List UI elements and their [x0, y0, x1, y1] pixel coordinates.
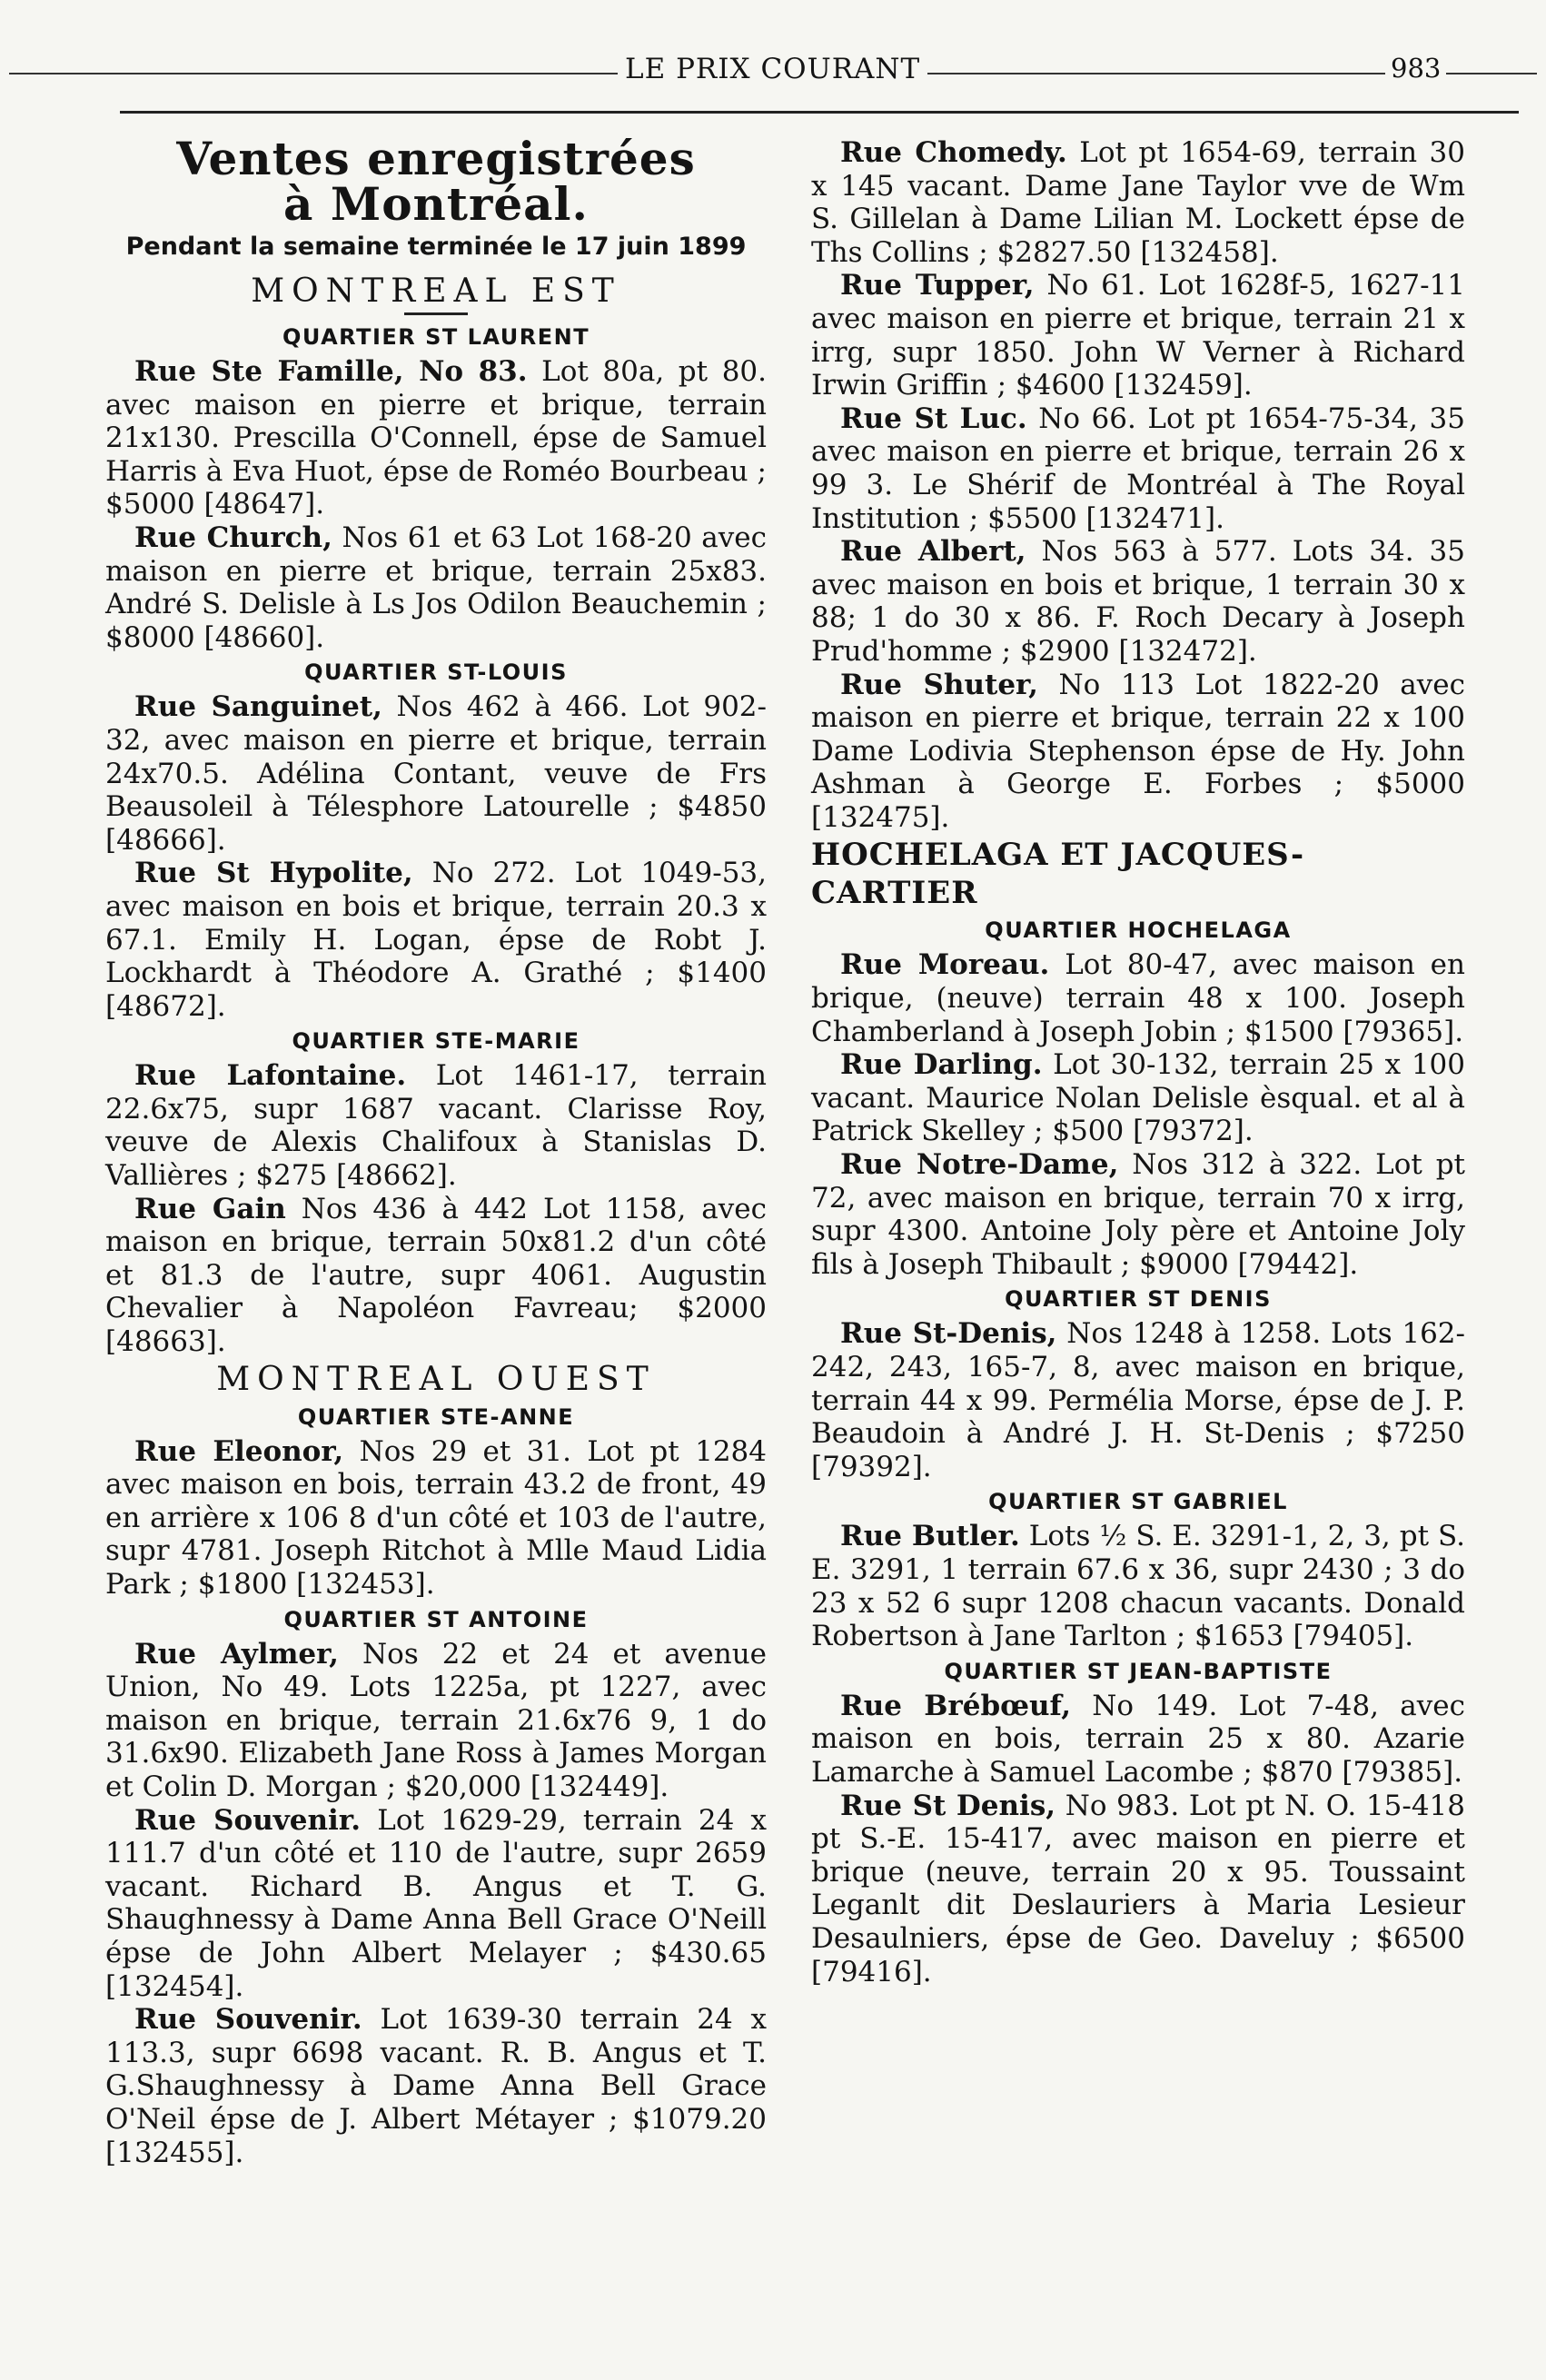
sale-entry	[811, 136, 1465, 269]
entry-text: Nos 436 à 442 Lot 1158, avec maison en brique, terrain 50x81.2 d'un côté et 81.3 de l'autre, supr 4061. Augustin Chevalier à Napoléon Favreau; $2000 [48663].	[105, 1192, 767, 1359]
entry-text: Lot 30-132, terrain 25 x 100 vacant. Maurice Nolan Delisle èsqual. et al à Patrick Skelley ; $500 [79372].	[811, 1048, 1465, 1148]
sale-entry	[811, 669, 1465, 835]
street-name: Rue Church,	[134, 521, 332, 554]
entry-text: Lot 80-47, avec maison en brique, (neuve) terrain 48 x 100. Joseph Chamberland à Joseph Jobin ; $1500 [79365].	[811, 948, 1465, 1048]
street-name: Rue Chomedy.	[840, 136, 1067, 169]
entry-text: Lot 80a, pt 80. avec maison en pierre et brique, terrain 21x130. Prescilla O'Connell, épse de Samuel Harris à Eva Huot, épse de Roméo Bourbeau ; $5000 [48647].	[105, 355, 767, 521]
street-name: Rue Butler.	[840, 1520, 1020, 1553]
entry-text: No 272. Lot 1049-53, avec maison en bois et brique, terrain 20.3 x 67.1. Emily H. Logan, épse de Robt J. Lockhardt à Théodore A. Grathé ; $1400 [48672].	[105, 857, 767, 1023]
street-name: Rue St Hypolite,	[134, 857, 413, 890]
entry-text: Lots ½ S. E. 3291-1, 2, 3, pt S. E. 3291, 1 terrain 67.6 x 36, supr 2430 ; 3 do 23 x 52 6 supr 1208 chacun vacants. Donald Robertson à Jane Tarlton ; $1653 [79405].	[811, 1520, 1465, 1653]
left-column	[105, 132, 768, 2169]
entry-text: Lot 1629-29, terrain 24 x 111.7 d'un côté et 110 de l'autre, supr 2659 vacant. Richard B. Angus et T. G. Shaughnessy à Dame Anna Bell Grace O'Neill épse de John Albert Melayer ; $430.65 [132454].	[105, 1803, 767, 2003]
sale-entry	[811, 269, 1465, 402]
sale-entry	[105, 521, 767, 654]
quarter-heading: QUARTIER ST ANTOINE	[283, 1606, 589, 1632]
sale-entry	[105, 1638, 767, 1804]
article-subtitle: Pendant la semaine terminée le 17 juin 1899	[125, 233, 747, 261]
entry-text: Lot 1461-17, terrain 22.6x75, supr 1687 vacant. Clarisse Roy, veuve de Alexis Chalifoux à Stanislas D. Vallières ; $275 [48662].	[105, 1059, 767, 1193]
entry-text: Lot 1639-30 terrain 24 x 113.3, supr 6698 vacant. R. B. Angus et T. G.Shaughnessy à Dame Anna Bell Grace O'Neil épse de J. Albert Métayer ; $1079.20 [132455].	[105, 2003, 767, 2169]
sale-entry	[811, 1048, 1465, 1148]
journal-title: LE PRIX COURANT	[618, 53, 927, 85]
sale-entry	[105, 2003, 767, 2169]
sale-entry	[105, 355, 767, 521]
street-name: Rue Brébœuf,	[840, 1689, 1071, 1722]
right-column	[811, 136, 1465, 1988]
street-name: Rue Albert,	[840, 535, 1026, 569]
sale-entry	[811, 535, 1465, 668]
street-name: Rue Aylmer,	[134, 1637, 339, 1671]
sale-entry	[105, 1193, 767, 1359]
entry-text: Nos 563 à 577. Lots 34. 35 avec maison en bois et brique, 1 terrain 30 x 88; 1 do 30 x 86. F. Roch Decary à Joseph Prud'homme ; $2900 [132472].	[811, 535, 1465, 668]
quarter-heading: QUARTIER HOCHELAGA	[985, 917, 1292, 944]
street-name: Rue Darling.	[840, 1048, 1043, 1082]
street-name: Rue Sanguinet,	[134, 690, 382, 724]
entry-text: No 149. Lot 7-48, avec maison en bois, terrain 25 x 80. Azarie Lamarche à Samuel Lacombe ; $870 [79385].	[811, 1689, 1465, 1789]
district-heading: MONTREAL EST	[251, 273, 621, 310]
article-title-line1: Ventes enregistrées	[176, 132, 696, 185]
entry-text: Nos 22 et 24 et avenue Union, No 49. Lots 1225a, pt 1227, avec maison en brique, terrain 21.6x76 9, 1 do 31.6x90. Elizabeth Jane Ross à James Morgan et Colin D. Morgan ; $20,000 [132449].	[105, 1637, 768, 1803]
street-name: Rue Shuter,	[840, 668, 1038, 701]
sale-entry	[105, 1804, 767, 2004]
street-name: Rue Souvenir.	[134, 1803, 362, 1837]
header-rule-bottom	[120, 111, 1519, 114]
page-header	[0, 53, 1546, 98]
quarter-heading: QUARTIER STE-ANNE	[297, 1403, 575, 1430]
entry-text: Nos 312 à 322. Lot pt 72, avec maison en brique, terrain 70 x irrg, supr 4300. Antoine Joly père et Antoine Joly fils à Joseph Thibault ; $9000 [79442].	[811, 1148, 1465, 1281]
street-name: Rue St Denis,	[840, 1789, 1056, 1822]
quarter-heading: QUARTIER ST LAURENT	[282, 324, 590, 350]
district-heading: HOCHELAGA ET JACQUES-CARTIER	[811, 837, 1305, 912]
quarter-heading: QUARTIER STE-MARIE	[292, 1028, 580, 1055]
district-heading: MONTREAL OUEST	[216, 1360, 656, 1398]
entry-text: Nos 61 et 63 Lot 168-20 avec maison en pierre et brique, terrain 25x83. André S. Delisle à Ls Jos Odilon Beauchemin ; $8000 [48660].	[105, 521, 767, 654]
sale-entry	[105, 1435, 767, 1602]
entry-text: No 983. Lot pt N. O. 15-418 pt S.-E. 15-417, avec maison en pierre et brique (neuve, terrain 20 x 95. Toussaint Leganlt dit Deslauriers à Maria Lesieur Desaulniers, épse de Geo. Daveluy ; $6500 [79416].	[811, 1789, 1465, 1988]
street-name: Rue St-Denis,	[840, 1317, 1057, 1351]
sale-entry	[811, 1520, 1465, 1652]
sale-entry	[105, 857, 767, 1023]
street-name: Rue Lafontaine.	[134, 1059, 407, 1093]
page-number: 983	[1385, 53, 1446, 84]
entry-text: Nos 462 à 466. Lot 902-32, avec maison en pierre et brique, terrain 24x70.5. Adélina Contant, veuve de Frs Beausoleil à Télesphore Latourelle ; $4850 [48666].	[105, 690, 767, 857]
quarter-heading: QUARTIER ST GABRIEL	[988, 1489, 1288, 1515]
sale-entry	[811, 1790, 1465, 1989]
street-name: Rue Tupper,	[840, 269, 1035, 302]
sale-entry	[811, 402, 1465, 535]
entry-text: Nos 1248 à 1258. Lots 162-242, 243, 165-7, 8, avec maison en brique, terrain 44 x 99. Permélia Morse, épse de J. P. Beaudoin à André J. H. St-Denis ; $7250 [79392].	[811, 1317, 1465, 1483]
street-name: Rue Eleonor,	[134, 1434, 344, 1468]
entry-text: No 66. Lot pt 1654-75-34, 35 avec maison en pierre et brique, terrain 26 x 99 3. Le Shérif de Montréal à The Royal Institution ; $5500 [132471].	[811, 402, 1465, 535]
quarter-heading: QUARTIER ST DENIS	[1005, 1286, 1272, 1313]
entry-text: Lot pt 1654-69, terrain 30 x 145 vacant. Dame Jane Taylor vve de Wm S. Gillelan à Dame Lilian M. Lockett épse de Ths Collins ; $2827.50 [132458].	[811, 136, 1466, 269]
sale-entry	[811, 948, 1465, 1048]
entry-text: No 61. Lot 1628f-5, 1627-11 avec maison en pierre et brique, terrain 21 x irrg, supr 1850. John W Verner à Richard Irwin Griffin ; $4600 [132459].	[811, 269, 1465, 402]
article-title-line2: à Montréal.	[283, 177, 589, 231]
quarter-heading: QUARTIER ST-LOUIS	[304, 659, 568, 686]
sale-entry	[811, 1148, 1465, 1281]
street-name: Rue St Luc.	[840, 402, 1027, 435]
entry-text: No 113 Lot 1822-20 avec maison en pierre et brique, terrain 22 x 100 Dame Lodivia Stephenson épse de Hy. John Ashman à George E. Forbes ; $5000 [132475].	[811, 668, 1465, 834]
sale-entry	[811, 1317, 1465, 1483]
street-name: Rue Gain	[134, 1192, 286, 1225]
street-name: Rue Ste Famille, No 83.	[134, 355, 528, 388]
sale-entry	[811, 1690, 1465, 1790]
street-name: Rue Moreau.	[840, 948, 1050, 982]
heading-rule	[404, 312, 468, 315]
street-name: Rue Souvenir.	[134, 2003, 362, 2037]
sale-entry	[105, 1059, 767, 1192]
quarter-heading: QUARTIER ST JEAN-BAPTISTE	[944, 1658, 1333, 1684]
street-name: Rue Notre-Dame,	[840, 1148, 1119, 1182]
entry-text: Nos 29 et 31. Lot pt 1284 avec maison en bois, terrain 43.2 de front, 49 en arrière x 106 8 d'un côté et 103 de l'autre, supr 4781. Joseph Ritchot à Mlle Maud Lidia Park ; $1800 [132453].	[105, 1434, 767, 1601]
sale-entry	[105, 690, 767, 857]
